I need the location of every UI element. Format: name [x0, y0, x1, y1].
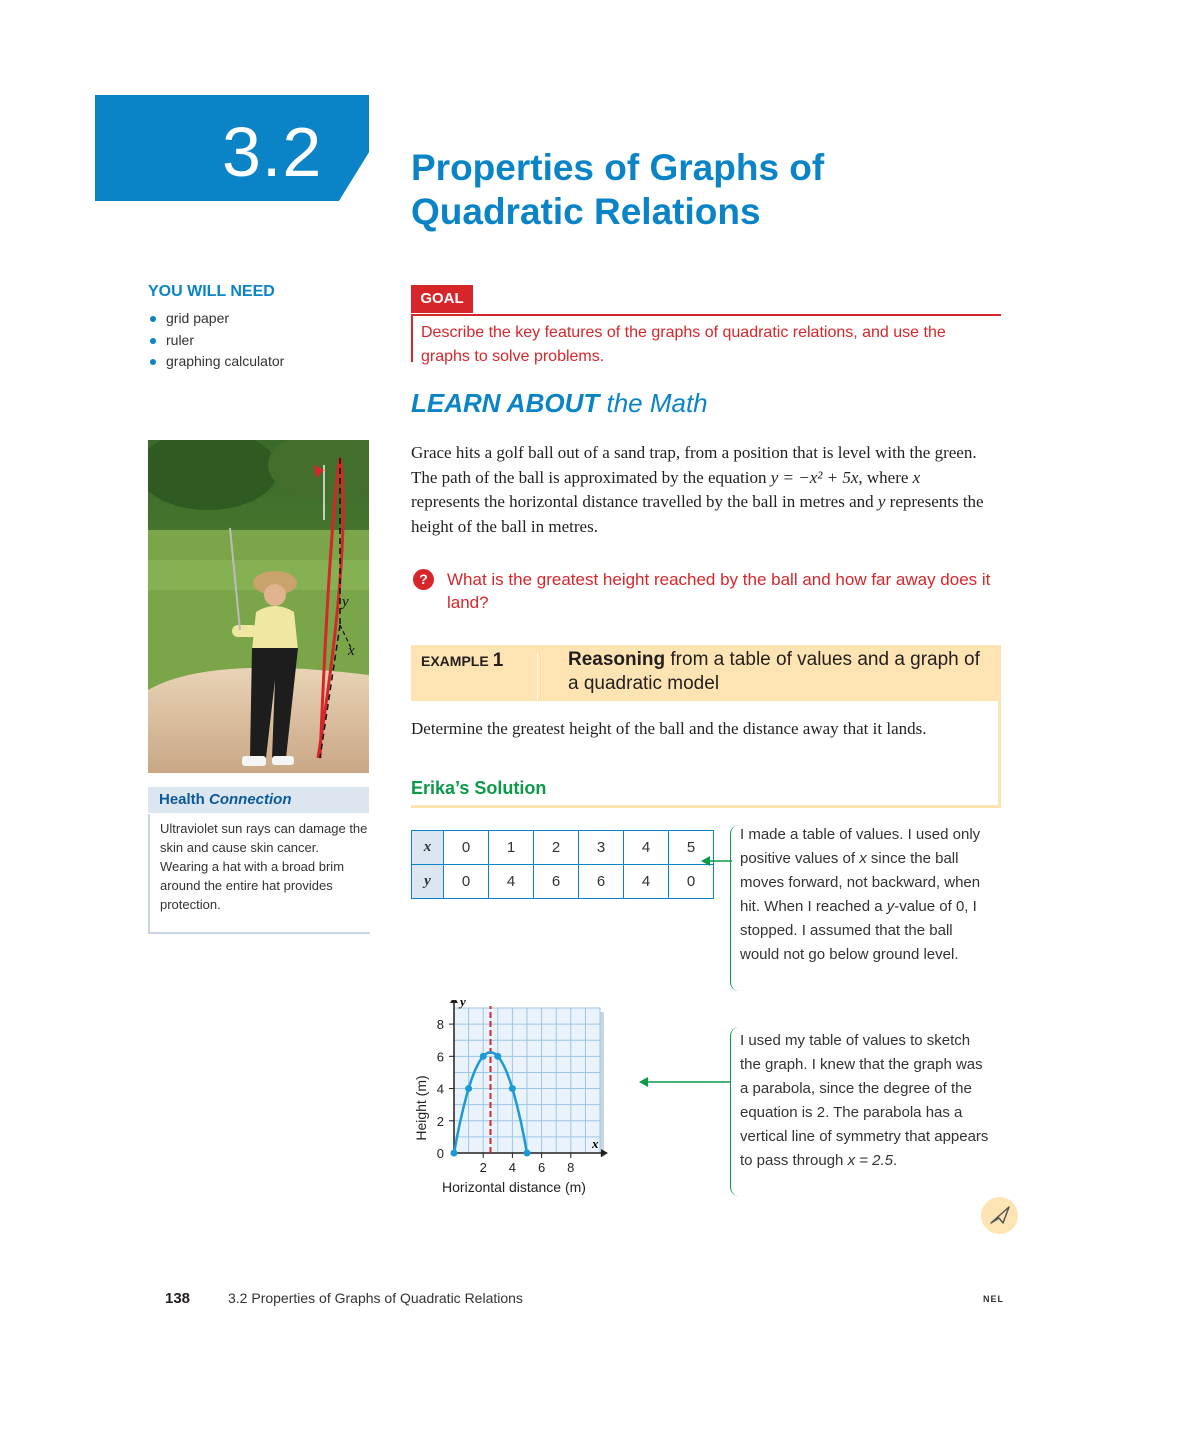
table-row-label: x [412, 831, 444, 865]
note-bracket [730, 825, 739, 991]
lesson-title-line1: Properties of Graphs of [411, 147, 825, 188]
table-cell: 2 [534, 831, 579, 865]
note-text: . [893, 1152, 898, 1169]
y-axis-arrow [450, 1000, 458, 1003]
table-cell: 4 [624, 865, 669, 899]
lesson-title [411, 146, 971, 234]
table-row [412, 831, 714, 865]
section-number: 3.2 [222, 113, 323, 191]
solution-title: Erika’s Solution [411, 778, 547, 798]
equation: y = −x² + 5x [770, 467, 859, 487]
plot-shadow [600, 1012, 604, 1157]
parabola-graph [400, 1000, 620, 1205]
golfer-photo [148, 440, 369, 773]
y-tick-label: 2 [436, 1113, 444, 1129]
goal-rule [411, 314, 1001, 316]
publisher-mark: NEL [983, 1294, 1004, 1304]
arrow-left-icon [700, 854, 734, 868]
learn-about-heading [411, 388, 708, 419]
y-axis-name: y [460, 1000, 466, 1009]
page-number: 138 [165, 1290, 191, 1307]
goal-side-rule [411, 314, 413, 362]
x-axis-name: x [592, 1136, 599, 1151]
example-side-rule [998, 701, 1001, 807]
health-heading-italic: Connection [209, 791, 292, 808]
paragraph-text: represents the height of the ball in metres. [411, 492, 984, 536]
variable-x: x [859, 850, 867, 867]
y-tick-label: 6 [436, 1049, 444, 1065]
paragraph-text: , where [858, 467, 913, 487]
example-number: 1 [492, 650, 504, 671]
table-cell: 6 [534, 865, 579, 899]
arrow-left-icon [638, 1075, 732, 1089]
x-tick-label: 4 [508, 1160, 517, 1175]
x-axis-label: Horizontal distance (m) [442, 1179, 586, 1195]
variable-y: y [877, 492, 886, 511]
y-tick-label: 8 [436, 1017, 444, 1033]
margin-note-table [740, 823, 995, 967]
note-text: since the ball moves forward, not backward, when hit. When I reached a [740, 850, 981, 915]
example-bottom-rule [411, 805, 1001, 808]
data-point [451, 1150, 458, 1157]
y-tick-label: 0 [436, 1146, 444, 1161]
learn-about-paragraph [411, 441, 991, 539]
note-bracket [730, 1027, 739, 1196]
learn-about-heading-bold: LEARN ABOUT [411, 388, 600, 418]
table-cell: 4 [624, 831, 669, 865]
health-connection-body: Ultraviolet sun rays can damage the skin and cause skin cancer. Wearing a hat with a broad brim around the entire hat provides protection. [148, 814, 370, 934]
goal-tag: GOAL [411, 285, 473, 313]
example-divider [537, 653, 538, 700]
key-question: What is the greatest height reached by the ball and how far away does it land? [447, 570, 991, 612]
table-cell: 1 [489, 831, 534, 865]
note-text: I made a table of values. I used only positive values of [740, 826, 981, 867]
table-cell: 0 [444, 831, 489, 865]
example-title-rest: from a table of values and a graph of a quadratic model [568, 649, 980, 694]
parabola-chart [400, 1000, 620, 1205]
data-point [524, 1150, 531, 1157]
table-cell: 0 [669, 865, 714, 899]
goal-text: Describe the key features of the graphs of quadratic relations, and use the graphs to solve problems. [421, 324, 946, 365]
photo-x-label: x [348, 643, 355, 659]
paragraph-text: Grace hits a golf ball out of a sand trap, from a position that is level with the green. The path of the ball is approximated by the equation [411, 443, 977, 487]
example-label-text: EXAMPLE [421, 653, 489, 669]
table-of-values [411, 830, 714, 899]
variable-x: x [912, 467, 921, 487]
footer-title: 3.2 Properties of Graphs of Quadratic Relations [228, 1290, 523, 1306]
list-item: ruler [148, 330, 284, 352]
table-cell: 5 [669, 831, 714, 865]
photo-y-label: y [342, 594, 349, 610]
example-label [421, 650, 503, 672]
x-tick-label: 6 [537, 1160, 546, 1175]
table-row [412, 865, 714, 899]
paragraph-text: represents the horizontal distance travelled by the ball in metres and [411, 492, 878, 511]
list-item: grid paper [148, 308, 284, 330]
list-item: graphing calculator [148, 351, 284, 373]
table-cell: 0 [444, 865, 489, 899]
example-prompt: Determine the greatest height of the ball and the distance away that it lands. [411, 719, 927, 738]
data-point [465, 1085, 472, 1092]
compass-icon [981, 1197, 1018, 1234]
y-axis-label: Height (m) [413, 1075, 429, 1141]
table-cell: 3 [579, 831, 624, 865]
you-will-need-heading: YOU WILL NEED [148, 283, 275, 300]
data-point [494, 1053, 501, 1060]
y-tick-label: 4 [436, 1081, 444, 1097]
margin-note-graph [740, 1029, 995, 1173]
example-title-bold: Reasoning [568, 649, 666, 670]
table-cell: 4 [489, 865, 534, 899]
note-text: -value of 0, I stopped. I assumed that the ball would not go below ground level. [740, 898, 977, 963]
table-row-label: y [412, 865, 444, 899]
learn-about-heading-rest: the Math [599, 388, 708, 418]
x-axis-arrow [601, 1149, 608, 1157]
x-tick-label: 2 [479, 1160, 487, 1175]
example-title [568, 648, 993, 696]
x-tick-label: 8 [567, 1160, 575, 1175]
health-connection-heading [148, 787, 369, 813]
lesson-title-line2: Quadratic Relations [411, 191, 761, 232]
data-point [480, 1053, 487, 1060]
symmetry-equation: x = 2.5 [847, 1152, 894, 1169]
you-will-need-list [148, 308, 284, 373]
table-cell: 6 [579, 865, 624, 899]
question-circle-icon: ? [413, 569, 434, 590]
data-point [509, 1085, 516, 1092]
health-heading-plain: Health [159, 791, 210, 808]
note-text: I used my table of values to sketch the graph. I knew that the graph was a parabola, since the degree of the equation is 2. The parabola has a vertical line of symmetry that appears to pass through [740, 1032, 989, 1169]
variable-y: y [886, 898, 895, 915]
